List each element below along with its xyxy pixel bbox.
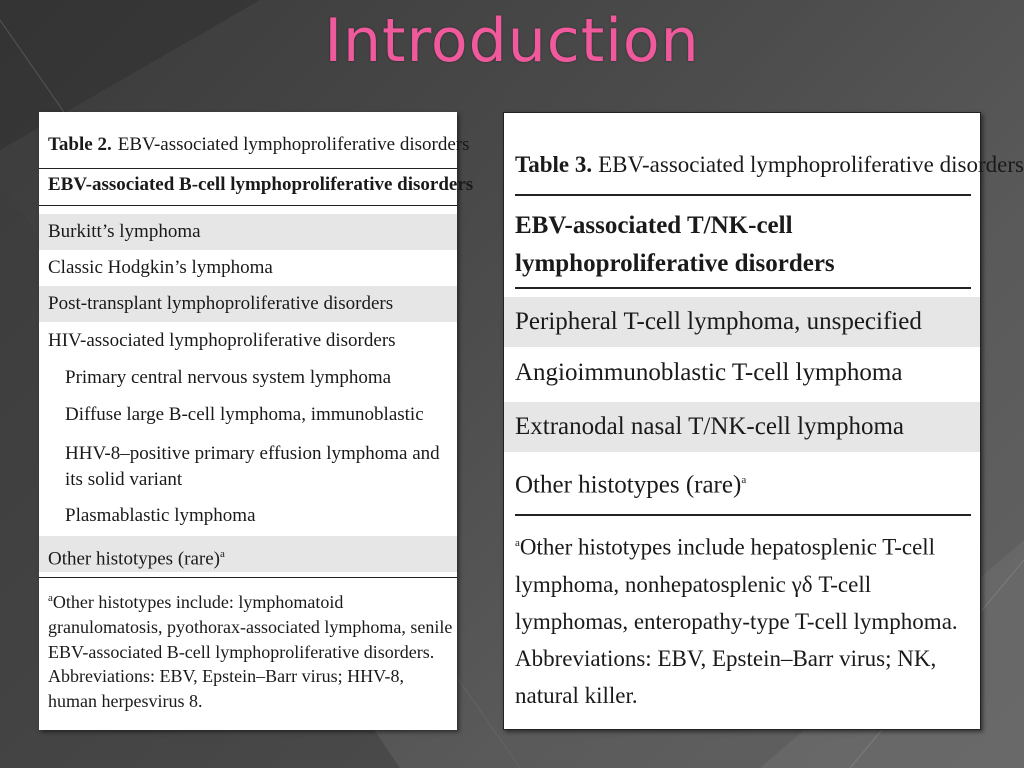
table-sub-row: [39, 498, 457, 534]
row-label: Extranodal nasal T/NK-cell lymphoma: [515, 413, 905, 440]
footnote-text: Other histotypes include hepatosplenic T-cell lymphoma, nonhepatosplenic γδ T-cell lymphomas, enteropathy-type T-cell lymphoma.: [515, 534, 958, 634]
table-row: [504, 455, 980, 505]
table-3-caption: [515, 152, 1024, 178]
row-label: Primary central nervous system lymphoma: [65, 367, 392, 388]
row-label: Angioimmunoblastic T-cell lymphoma: [515, 359, 903, 386]
table-sub-row: [39, 397, 457, 433]
table-row: [39, 214, 457, 250]
footnote-mark: a: [741, 474, 747, 486]
table-row: [504, 297, 980, 347]
divider: [515, 287, 971, 289]
divider: [39, 205, 457, 206]
row-label: [515, 455, 746, 510]
table-row: [39, 286, 457, 322]
row-label: Classic Hodgkin’s lymphoma: [48, 257, 273, 278]
row-label: HIV-associated lymphoproliferative disorders: [48, 330, 396, 351]
other-label: Other histotypes (rare): [48, 548, 220, 570]
table-row: [39, 250, 457, 286]
row-label: Diffuse large B-cell lymphoma, immunoblastic: [65, 404, 424, 425]
row-label: [48, 536, 225, 577]
row-label: Plasmablastic lymphoma: [65, 505, 256, 526]
row-label: Post-transplant lymphoproliferative disorders: [48, 293, 394, 314]
row-label: Burkitt’s lymphoma: [48, 221, 201, 242]
slide-title: Introduction: [324, 6, 700, 76]
table-2-caption: [48, 134, 470, 156]
table-3-footnote: [515, 525, 970, 714]
footnote-mark: a: [48, 592, 53, 604]
table-3-caption-text: EBV-associated lymphoproliferative disorders: [598, 152, 1024, 177]
table-2-card: [39, 112, 474, 730]
footnote-text: Other histotypes include: lymphomatoid granulomatosis, pyothorax-associated lymphoma, senile EBV-associated B-cell lymphoproliferative disorders.: [48, 592, 453, 662]
table-2-caption-text: EBV-associated lymphoproliferative disorders: [117, 134, 470, 155]
divider: [515, 514, 971, 516]
table-3-heading: EBV-associated T/NK-cell lymphoproliferative disorders: [515, 212, 835, 277]
table-2-heading: EBV-associated B-cell lymphoproliferative disorders: [48, 174, 474, 195]
footnote-mark: a: [220, 548, 225, 560]
divider: [39, 577, 457, 578]
table-sub-row: [39, 360, 457, 396]
table-row: [504, 402, 980, 452]
row-label: Peripheral T-cell lymphoma, unspecified: [515, 308, 922, 335]
table-3-caption-label: Table 3.: [515, 152, 593, 177]
table-row: [39, 323, 457, 359]
divider: [39, 168, 457, 169]
table-2-abbreviations: Abbreviations: EBV, Epstein–Barr virus; HHV-8, human herpesvirus 8.: [48, 666, 404, 711]
other-label: Other histotypes (rare): [515, 471, 742, 499]
table-3-abbreviations: Abbreviations: EBV, Epstein–Barr virus; NK, natural killer.: [515, 645, 937, 708]
table-2-footnote: [48, 586, 453, 665]
table-row: [39, 536, 457, 572]
divider: [515, 194, 971, 196]
table-2-caption-label: Table 2.: [48, 134, 112, 155]
footnote-mark: a: [515, 537, 520, 549]
table-sub-row-wrapped: HHV-8–positive primary effusion lymphoma and its solid variant: [65, 443, 440, 490]
table-row: [504, 348, 980, 398]
table-3-card: [503, 112, 1024, 730]
